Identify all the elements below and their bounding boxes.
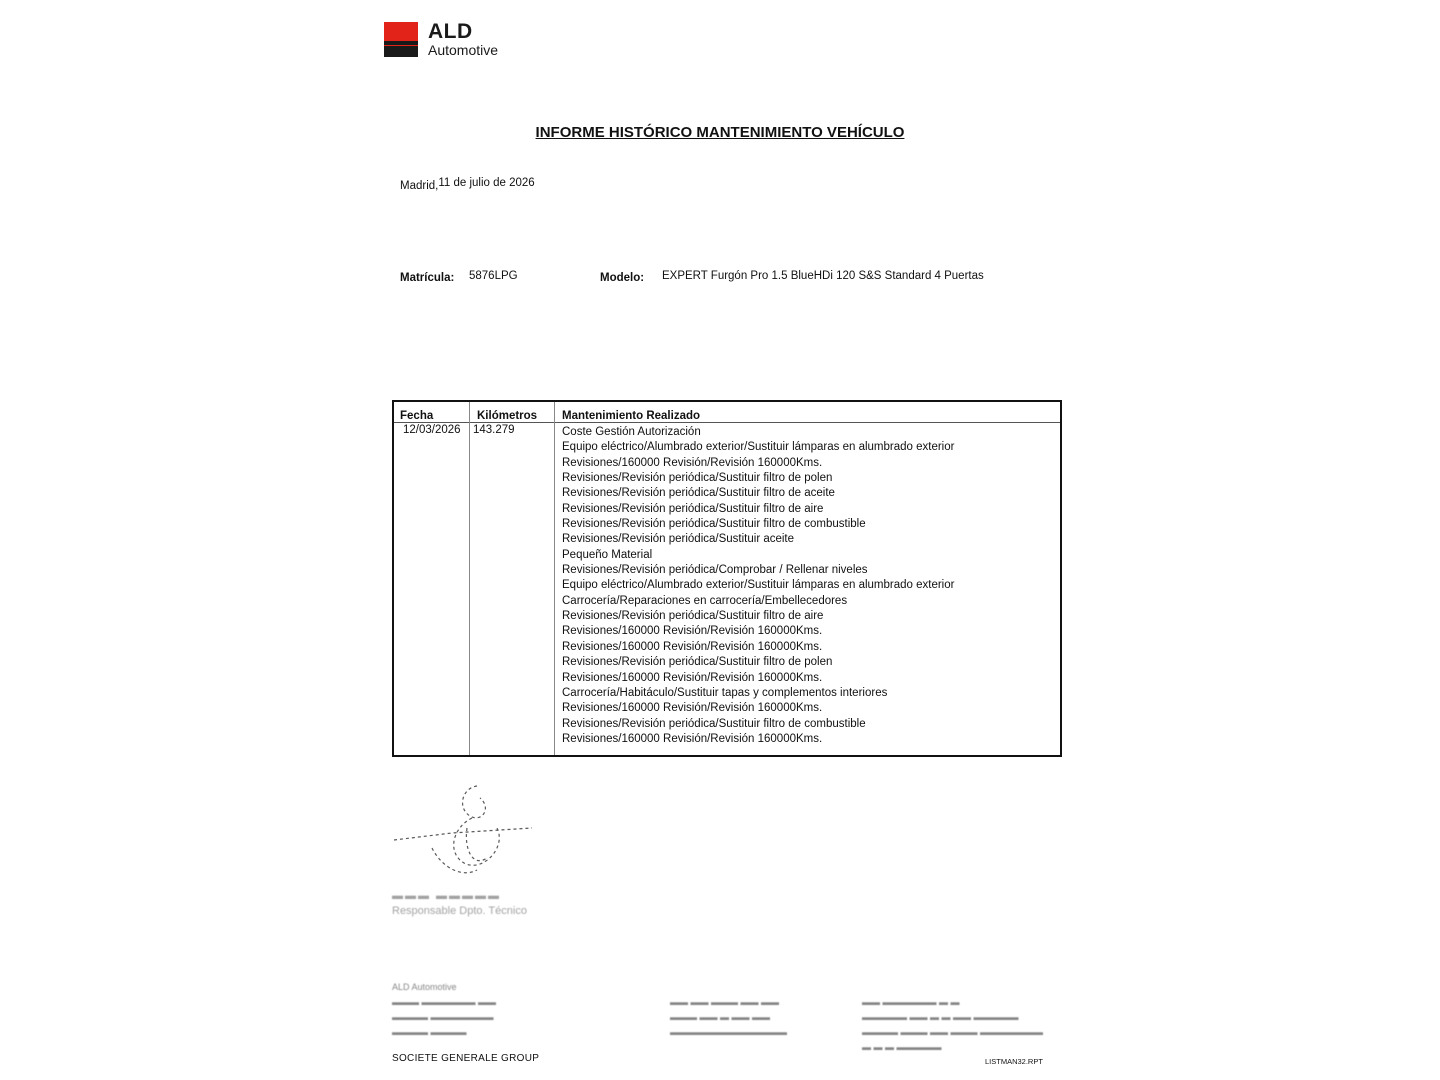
list-item: Revisiones/Revisión periódica/Comprobar / Rellenar niveles bbox=[562, 564, 868, 577]
signature-image bbox=[392, 778, 557, 898]
list-item: Carrocería/Habitáculo/Sustituir tapas y complementos interiores bbox=[562, 686, 888, 699]
report-city: Madrid, bbox=[400, 180, 439, 192]
maintenance-table bbox=[392, 400, 1062, 757]
list-item: Revisiones/Revisión periódica/Sustituir filtro de combustible bbox=[562, 717, 866, 730]
page-title: INFORME HISTÓRICO MANTENIMIENTO VEHÍCULO bbox=[535, 124, 905, 141]
list-item: Revisiones/Revisión periódica/Sustituir filtro de aire bbox=[562, 502, 824, 515]
list-item: Revisiones/160000 Revisión/Revisión 160000Kms. bbox=[562, 702, 823, 715]
header-km: Kilómetros bbox=[477, 410, 538, 422]
list-item: Coste Gestión Autorización bbox=[562, 426, 701, 438]
model-label: Modelo: bbox=[600, 272, 645, 284]
list-item: Revisiones/Revisión periódica/Sustituir filtro de combustible bbox=[562, 518, 866, 531]
list-item: Revisiones/Revisión periódica/Sustituir filtro de aceite bbox=[562, 487, 835, 500]
plate-value: 5876LPG bbox=[469, 270, 518, 282]
footer-registry: ▬▬ ▬▬▬▬▬▬ ▬ ▬ ▬▬▬▬▬ ▬▬ ▬ ▬ ▬▬ ▬▬▬▬▬ ▬▬▬▬ ▬▬▬ ▬▬ ▬▬▬ ▬▬▬▬▬▬▬ ▬ ▬ ▬ ▬▬▬▬▬ bbox=[862, 997, 1044, 1052]
list-item: Revisiones/160000 Revisión/Revisión 160000Kms. bbox=[562, 640, 823, 653]
logo-brand: ALD bbox=[428, 20, 473, 43]
footer-contact: ▬▬ ▬▬ ▬▬▬ ▬▬ ▬▬ ▬▬▬ ▬▬ ▬ ▬▬ ▬▬ ▬▬▬▬▬▬▬▬▬▬▬▬▬ bbox=[670, 997, 787, 1037]
footer-company: ALD Automotive bbox=[392, 982, 457, 992]
maintenance-list bbox=[562, 425, 954, 747]
list-item: Revisiones/Revisión periódica/Sustituir filtro de aire bbox=[562, 610, 824, 623]
list-item: Revisiones/160000 Revisión/Revisión 160000Kms. bbox=[562, 732, 823, 745]
row-km: 143.279 bbox=[473, 424, 515, 436]
signature-role: Responsable Dpto. Técnico bbox=[392, 905, 527, 917]
list-item: Carrocería/Reparaciones en carrocería/Embellecedores bbox=[562, 594, 848, 607]
list-item: Revisiones/Revisión periódica/Sustituir aceite bbox=[562, 533, 795, 546]
list-item: Equipo eléctrico/Alumbrado exterior/Sustituir lámparas en alumbrado exterior bbox=[562, 441, 955, 454]
list-item: Revisiones/160000 Revisión/Revisión 160000Kms. bbox=[562, 625, 823, 638]
footer-group: SOCIETE GENERALE GROUP bbox=[392, 1053, 540, 1064]
row-date: 12/03/2026 bbox=[403, 424, 461, 436]
footer-address: ALD Automotive ▬▬▬ ▬▬▬▬▬▬ ▬▬ ▬▬▬▬ ▬▬▬▬▬▬▬ ▬▬▬▬ ▬▬▬▬ bbox=[392, 982, 497, 1037]
column-divider bbox=[469, 402, 470, 755]
report-date-value: 11 de julio de 2026 bbox=[438, 177, 535, 189]
report-date bbox=[400, 177, 535, 192]
signature-name-blurred: ▬▬▬ ▬▬▬▬▬ bbox=[392, 890, 502, 902]
report-code: LISTMAN32.RPT bbox=[985, 1057, 1043, 1066]
list-item: Revisiones/Revisión periódica/Sustituir filtro de polen bbox=[562, 472, 833, 485]
header-date: Fecha bbox=[400, 410, 434, 422]
model-value: EXPERT Furgón Pro 1.5 BlueHDi 120 S&S Standard 4 Puertas bbox=[662, 270, 984, 282]
list-item: Revisiones/Revisión periódica/Sustituir filtro de polen bbox=[562, 656, 833, 669]
list-item: Revisiones/160000 Revisión/Revisión 160000Kms. bbox=[562, 671, 823, 684]
header-maintenance: Mantenimiento Realizado bbox=[562, 410, 701, 422]
list-item: Equipo eléctrico/Alumbrado exterior/Sustituir lámparas en alumbrado exterior bbox=[562, 579, 955, 592]
list-item: Revisiones/160000 Revisión/Revisión 160000Kms. bbox=[562, 456, 823, 469]
header-divider bbox=[394, 422, 1060, 423]
plate-label: Matrícula: bbox=[400, 272, 455, 284]
column-divider bbox=[554, 402, 555, 755]
logo-sub: Automotive bbox=[428, 42, 499, 58]
company-logo bbox=[384, 22, 514, 60]
list-item: Pequeño Material bbox=[562, 548, 653, 561]
